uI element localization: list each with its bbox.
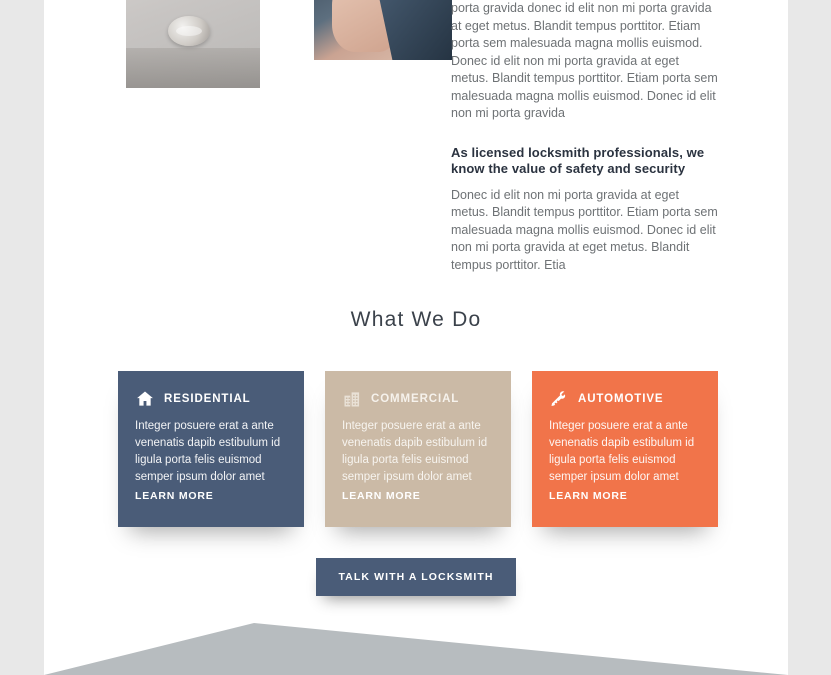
service-card-residential[interactable] xyxy=(118,371,304,527)
intro-paragraph-2: Donec id elit non mi porta gravida at eget metus. Blandit tempus porttitor. Etiam porta sem malesuada magna mollis euismod. Donec id elit non mi porta gravida at eget metus. Blandit tempus porttitor. Etia xyxy=(451,187,718,272)
card-header xyxy=(135,389,287,409)
arrow-shape xyxy=(44,615,788,675)
intro-text-column xyxy=(451,0,719,274)
house-icon xyxy=(135,389,155,409)
card-body: Integer posuere erat a ante venenatis dapib estibulum id ligula porta felis euismod semper ipsum dolor amet xyxy=(135,420,281,483)
bottom-arrow-decoration xyxy=(44,615,788,675)
intro-section xyxy=(44,0,788,272)
door-knob-shape xyxy=(168,16,210,46)
page-sheet xyxy=(44,0,788,675)
shirt-shape xyxy=(378,0,452,60)
learn-more-link[interactable]: LEARN MORE xyxy=(135,490,214,502)
intro-subheading: As licensed locksmith professionals, we know the value of safety and security xyxy=(451,144,705,176)
door-knob-photo xyxy=(126,0,260,88)
talk-with-locksmith-button[interactable]: TALK WITH A LOCKSMITH xyxy=(316,558,515,596)
card-title: RESIDENTIAL xyxy=(164,393,251,405)
card-header xyxy=(342,389,494,409)
card-title: COMMERCIAL xyxy=(371,393,460,405)
door-plate-shape xyxy=(126,48,260,88)
section-title-what-we-do: What We Do xyxy=(350,308,482,331)
card-body: Integer posuere erat a ante venenatis dapib estibulum id ligula porta felis euismod semper ipsum dolor amet xyxy=(342,420,488,483)
office-building-icon xyxy=(342,389,362,409)
card-body: Integer posuere erat a ante venenatis dapib estibulum id ligula porta felis euismod semper ipsum dolor amet xyxy=(549,420,695,483)
cta-section xyxy=(44,558,788,596)
card-header xyxy=(549,389,701,409)
service-card-commercial[interactable] xyxy=(325,371,511,527)
learn-more-link[interactable]: LEARN MORE xyxy=(342,490,421,502)
service-card-automotive[interactable] xyxy=(532,371,718,527)
intro-paragraph-1: porta gravida donec id elit non mi porta gravida at eget metus. Blandit tempus porttitor. Etiam porta sem malesuada magna mollis euismod. Donec id elit non mi porta gravida at eget metus. Blandit tempus porttitor. Etiam porta sem malesuada magna mollis euismod. Donec id elit non mi porta gravida xyxy=(451,1,718,120)
service-cards xyxy=(118,371,718,527)
learn-more-link[interactable]: LEARN MORE xyxy=(549,490,628,502)
locksmith-hand-photo xyxy=(314,0,452,60)
card-title: AUTOMOTIVE xyxy=(578,393,664,405)
car-key-icon xyxy=(549,389,569,409)
